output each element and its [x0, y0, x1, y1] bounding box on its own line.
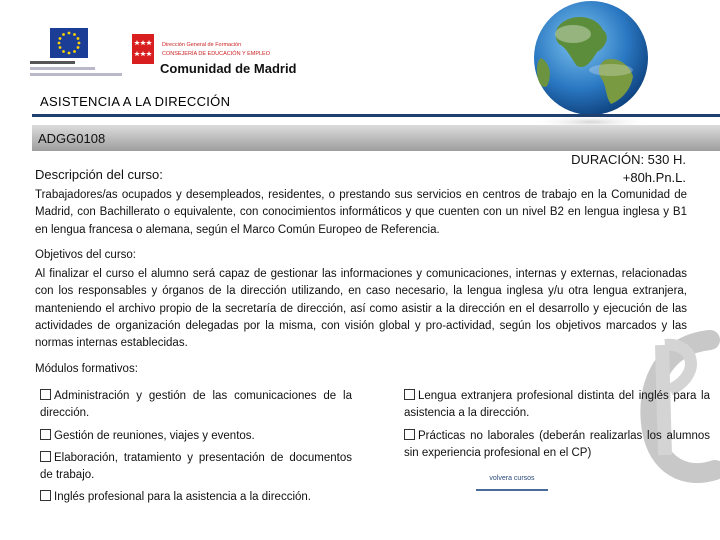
duration	[571, 151, 686, 187]
module-item	[40, 428, 352, 445]
module-item	[40, 388, 352, 422]
checkbox-bullet-icon	[404, 429, 415, 440]
module-item	[404, 388, 710, 422]
module-item	[404, 428, 710, 462]
course-title: ASISTENCIA A LA DIRECCIÓN	[40, 94, 231, 109]
back-to-courses-link[interactable]: volvera cursos	[476, 475, 548, 491]
description-text: Trabajadores/as ocupados y desempleados, residentes, o prestando sus servicios en centros de trabajo en la Comunidad de Madrid, con Bachillerato o equivalente, con conocimientos informáticos y que cuenten con un nivel B2 en lengua inglesa y B1 en lengua francesa o alemana, según el Marco Común Europeo de Referencia.	[35, 189, 687, 236]
eu-logo-line	[30, 61, 75, 64]
modules-label: Módulos formativos:	[35, 363, 138, 375]
description-label: Descripción del curso:	[35, 167, 163, 182]
module-label: Gestión de reuniones, viajes y eventos.	[54, 430, 255, 442]
course-code: ADGG0108	[38, 131, 106, 146]
duration-practice: +80h.Pn.L.	[622, 170, 686, 185]
eu-logo-line	[30, 73, 122, 76]
checkbox-bullet-icon	[40, 451, 51, 462]
eu-logo-line	[30, 67, 95, 70]
cm-title: Comunidad de Madrid	[160, 61, 297, 76]
checkbox-bullet-icon	[404, 389, 415, 400]
objectives-label: Objetivos del curso:	[35, 249, 136, 261]
madrid-flag-icon	[132, 34, 154, 64]
cm-subtitle-1: Dirección General de Formación	[162, 42, 242, 48]
module-label: Elaboración, tratamiento y presentación de documentos de trabajo.	[40, 452, 352, 481]
checkbox-bullet-icon	[40, 490, 51, 501]
eu-flag-icon	[50, 28, 88, 58]
module-label: Prácticas no laborales (deberán realizarlas los alumnos sin experiencia profesional en el CP)	[404, 430, 710, 459]
module-item	[40, 450, 352, 484]
module-item	[40, 489, 352, 506]
duration-hours: DURACIÓN: 530 H.	[571, 152, 686, 167]
cm-subtitle-2: CONSEJERÍA DE EDUCACIÓN Y EMPLEO	[162, 51, 270, 57]
objectives-text: Al finalizar el curso el alumno será capaz de gestionar las informaciones y comunicaciones, internas y externas, relacionadas con los responsables y órganos de la dirección utilizando, en caso necesario, la lengua inglesa y/u otra lengua extranjera, manteniendo el archivo propio de la secretaría de dirección, así como asistir a la dirección en el desarrollo y ejecución de las actividades de organización delegadas por la misma, con visión global y pro-actividad, según los objetivos marcados y las normas internas establecidas.	[35, 268, 687, 350]
eu-logo	[30, 28, 122, 78]
checkbox-bullet-icon	[40, 389, 51, 400]
module-label: Inglés profesional para la asistencia a la dirección.	[54, 491, 311, 503]
code-bar	[32, 125, 720, 151]
module-label: Administración y gestión de las comunicaciones de la dirección.	[40, 390, 352, 419]
checkbox-bullet-icon	[40, 429, 51, 440]
module-label: Lengua extranjera profesional distinta del inglés para la asistencia a la dirección.	[404, 390, 710, 419]
comunidad-madrid-logo	[132, 34, 302, 78]
eu-logo-text	[30, 61, 122, 79]
